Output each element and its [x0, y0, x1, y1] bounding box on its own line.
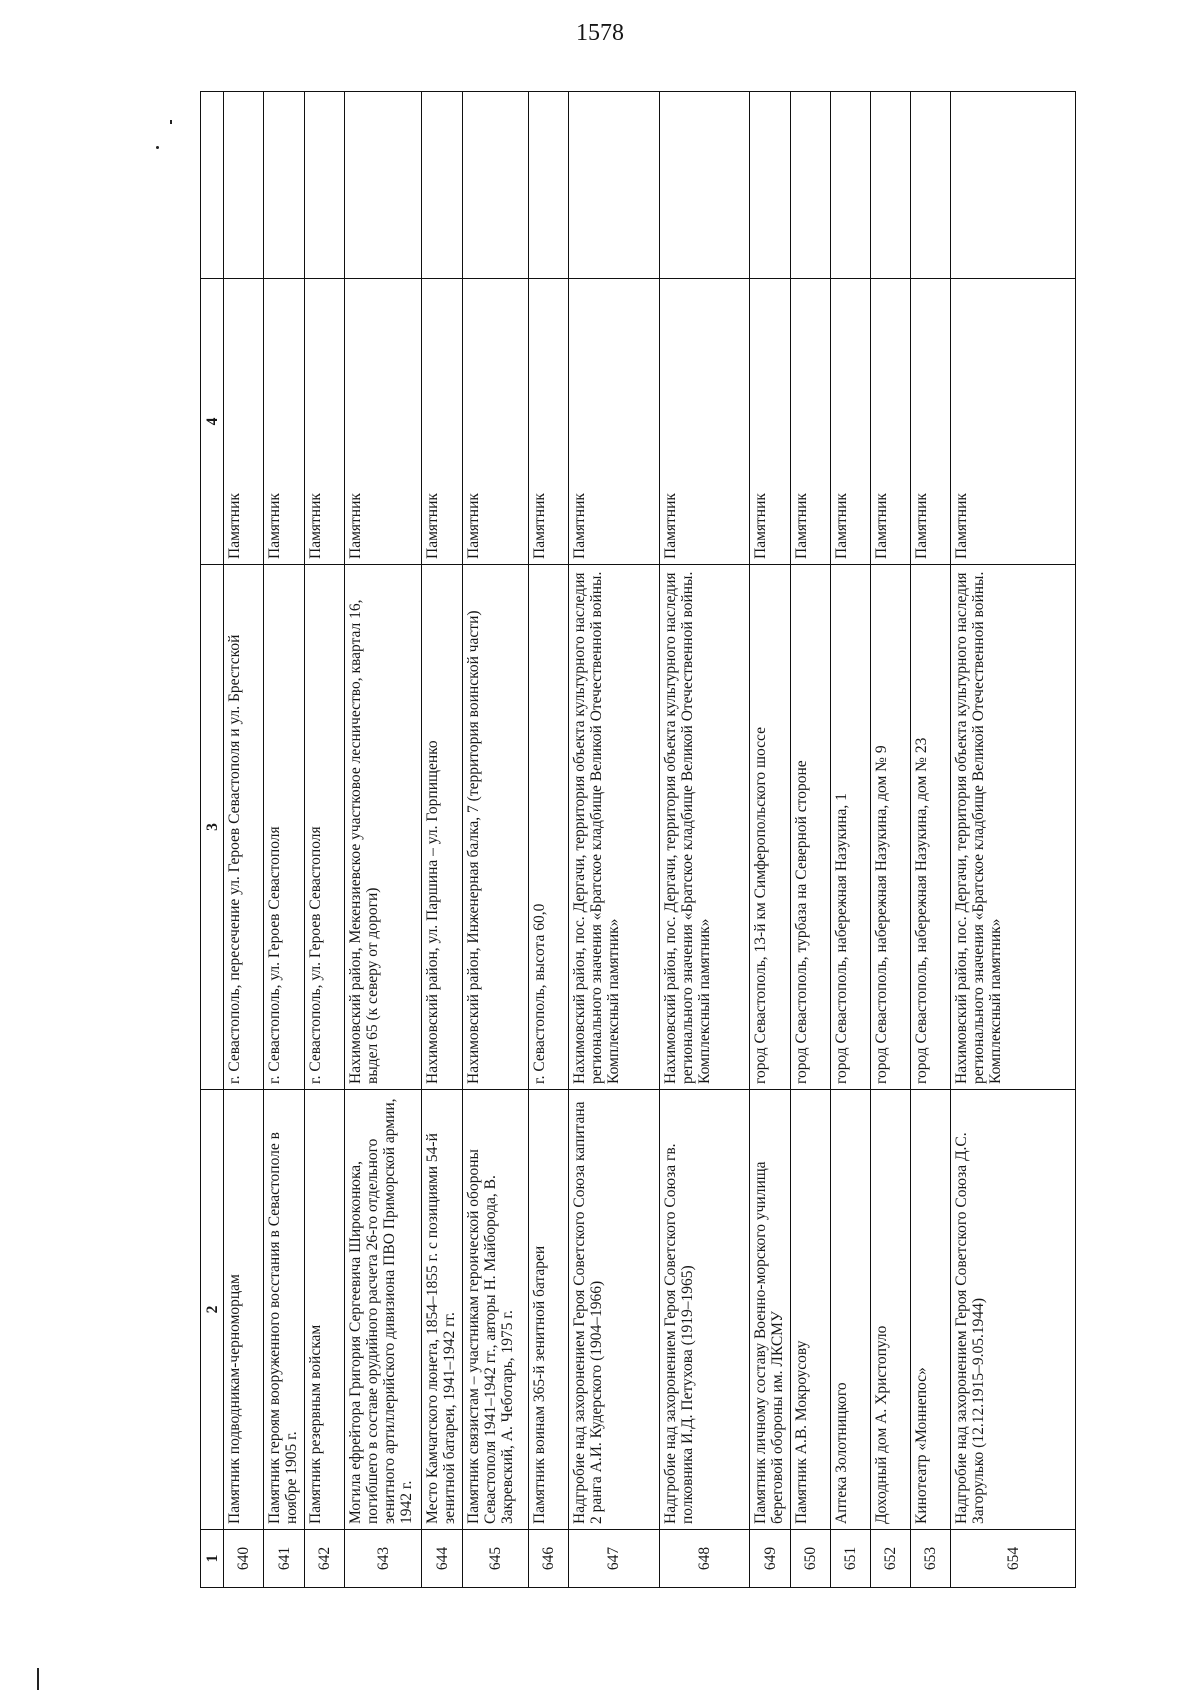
address-cell: Нахимовский район, пос. Дергачи, территория объекта культурного наследия регионального значения «Братское кладбище Великой Отечественной войны. Комплексный памятник» [659, 565, 750, 1090]
table-row [305, 92, 345, 1588]
object-name-cell: Аптека Золотницкого [831, 1090, 871, 1530]
row-number-cell: 650 [791, 1530, 831, 1588]
object-name-cell: Место Камчатского люнета, 1854–1855 г. с позициями 54-й зенитной батареи, 1941–1942 гг. [422, 1090, 463, 1530]
object-type-cell: Памятник [871, 279, 911, 565]
row-number-cell: 642 [305, 1530, 345, 1588]
address-cell: Нахимовский район, пос. Дергачи, территория объекта культурного наследия регионального значения «Братское кладбище Великой Отечественной войны. Комплексный памятник» [568, 565, 659, 1090]
row-number-cell: 641 [264, 1530, 305, 1588]
blank-cell [463, 92, 528, 279]
object-name-cell: Надгробие над захоронением Героя Советского Союза Д.С. Загорулько (12.12.1915–9.05.1944) [951, 1090, 1076, 1530]
blank-cell [224, 92, 264, 279]
address-cell: город Севастополь, набережная Назукина, дом № 9 [871, 565, 911, 1090]
blank-cell [951, 92, 1076, 279]
object-name-cell: Памятник подводникам-черноморцам [224, 1090, 264, 1530]
object-name-cell: Кинотеатр «Моннепос» [911, 1090, 951, 1530]
table-row [224, 92, 264, 1588]
object-name-cell: Памятник связистам – участникам героической обороны Севастополя 1941–1942 гг., авторы Н. Майборода, В. Закревский, А. Чеботарь, 1975 г. [463, 1090, 528, 1530]
table-row [831, 92, 871, 1588]
object-name-cell: Надгробие над захоронением Героя Советского Союза капитана 2 ранга А.И. Кудерского (1904–1966) [568, 1090, 659, 1530]
blank-cell [422, 92, 463, 279]
row-number-cell: 653 [911, 1530, 951, 1588]
object-name-cell: Надгробие над захоронением Героя Советского Союза гв. полковника И.Д. Петухова (1919–1965) [659, 1090, 750, 1530]
object-type-cell: Памятник [911, 279, 951, 565]
object-name-cell: Могила ефрейтора Григория Сергеевича Широконюка, погибшего в составе орудийного расчета 26-го отдельного зенитного артиллерийского дивизиона ПВО Приморской армии, 1942 г. [345, 1090, 422, 1530]
address-cell: г. Севастополь, ул. Героев Севастополя [305, 565, 345, 1090]
address-cell: город Севастополь, набережная Назукина, дом № 23 [911, 565, 951, 1090]
address-cell: Нахимовский район, пос. Дергачи, территория объекта культурного наследия регионального значения «Братское кладбище Великой Отечественной войны. Комплексный памятник» [951, 565, 1076, 1090]
object-type-cell: Памятник [791, 279, 831, 565]
row-number-cell: 645 [463, 1530, 528, 1588]
address-cell: г. Севастополь, ул. Героев Севастополя [264, 565, 305, 1090]
address-cell: город Севастополь, турбаза на Северной стороне [791, 565, 831, 1090]
blank-cell [528, 92, 568, 279]
row-number-cell: 646 [528, 1530, 568, 1588]
object-type-cell: Памятник [264, 279, 305, 565]
object-type-cell: Памятник [305, 279, 345, 565]
object-type-cell: Памятник [659, 279, 750, 565]
column-header-name: 2 [201, 1090, 224, 1530]
row-number-cell: 654 [951, 1530, 1076, 1588]
table-row [791, 92, 831, 1588]
column-header-number: 1 [201, 1530, 224, 1588]
blank-cell [871, 92, 911, 279]
table-row [750, 92, 791, 1588]
blank-cell [568, 92, 659, 279]
object-type-cell: Памятник [951, 279, 1076, 565]
object-type-cell: Памятник [831, 279, 871, 565]
address-cell: город Севастополь, 13-й км Симферопольского шоссе [750, 565, 791, 1090]
address-cell: Нахимовский район, Инженерная балка, 7 (территория воинской части) [463, 565, 528, 1090]
table-row [911, 92, 951, 1588]
blank-cell [911, 92, 951, 279]
address-cell: Нахимовский район, ул. Паршина – ул. Горпищенко [422, 565, 463, 1090]
blank-cell [305, 92, 345, 279]
page-number: 1578 [576, 20, 624, 46]
table-row [528, 92, 568, 1588]
column-header-address: 3 [201, 565, 224, 1090]
address-cell: город Севастополь, набережная Назукина, 1 [831, 565, 871, 1090]
blank-cell [345, 92, 422, 279]
row-number-cell: 643 [345, 1530, 422, 1588]
column-header-type: 4 [201, 279, 224, 565]
object-name-cell: Памятник воинам 365-й зенитной батареи [528, 1090, 568, 1530]
scan-speck [156, 146, 159, 149]
table-row [345, 92, 422, 1588]
address-cell: Нахимовский район, Мекензиевское участковое лесничество, квартал 16, выдел 65 (к северу от дороги) [345, 565, 422, 1090]
table-row [422, 92, 463, 1588]
table-row [871, 92, 911, 1588]
table-row [568, 92, 659, 1588]
column-header-blank [201, 92, 224, 279]
object-type-cell: Памятник [528, 279, 568, 565]
table-row [659, 92, 750, 1588]
object-name-cell: Памятник А.В. Мокроусову [791, 1090, 831, 1530]
scan-edge-mark [37, 1668, 39, 1690]
row-number-cell: 649 [750, 1530, 791, 1588]
monuments-register-table [200, 91, 1076, 1588]
table-body [201, 92, 1076, 1588]
table-row [951, 92, 1076, 1588]
object-type-cell: Памятник [568, 279, 659, 565]
row-number-cell: 652 [871, 1530, 911, 1588]
scan-speck [170, 120, 172, 124]
object-type-cell: Памятник [345, 279, 422, 565]
rotated-table-frame [200, 92, 1076, 1588]
row-number-cell: 651 [831, 1530, 871, 1588]
row-number-cell: 640 [224, 1530, 264, 1588]
object-type-cell: Памятник [224, 279, 264, 565]
object-name-cell: Памятник резервным войскам [305, 1090, 345, 1530]
blank-cell [831, 92, 871, 279]
table-row [463, 92, 528, 1588]
object-type-cell: Памятник [463, 279, 528, 565]
address-cell: г. Севастополь, пересечение ул. Героев Севастополя и ул. Брестской [224, 565, 264, 1090]
row-number-cell: 644 [422, 1530, 463, 1588]
blank-cell [264, 92, 305, 279]
object-name-cell: Доходный дом А. Христопуло [871, 1090, 911, 1530]
blank-cell [750, 92, 791, 279]
blank-cell [659, 92, 750, 279]
table-row [264, 92, 305, 1588]
blank-cell [791, 92, 831, 279]
address-cell: г. Севастополь, высота 60,0 [528, 565, 568, 1090]
table-header-row [201, 92, 224, 1588]
object-type-cell: Памятник [750, 279, 791, 565]
object-type-cell: Памятник [422, 279, 463, 565]
object-name-cell: Памятник героям вооруженного восстания в Севастополе в ноябре 1905 г. [264, 1090, 305, 1530]
row-number-cell: 648 [659, 1530, 750, 1588]
row-number-cell: 647 [568, 1530, 659, 1588]
object-name-cell: Памятник личному составу Военно-морского училища береговой обороны им. ЛКСМУ [750, 1090, 791, 1530]
